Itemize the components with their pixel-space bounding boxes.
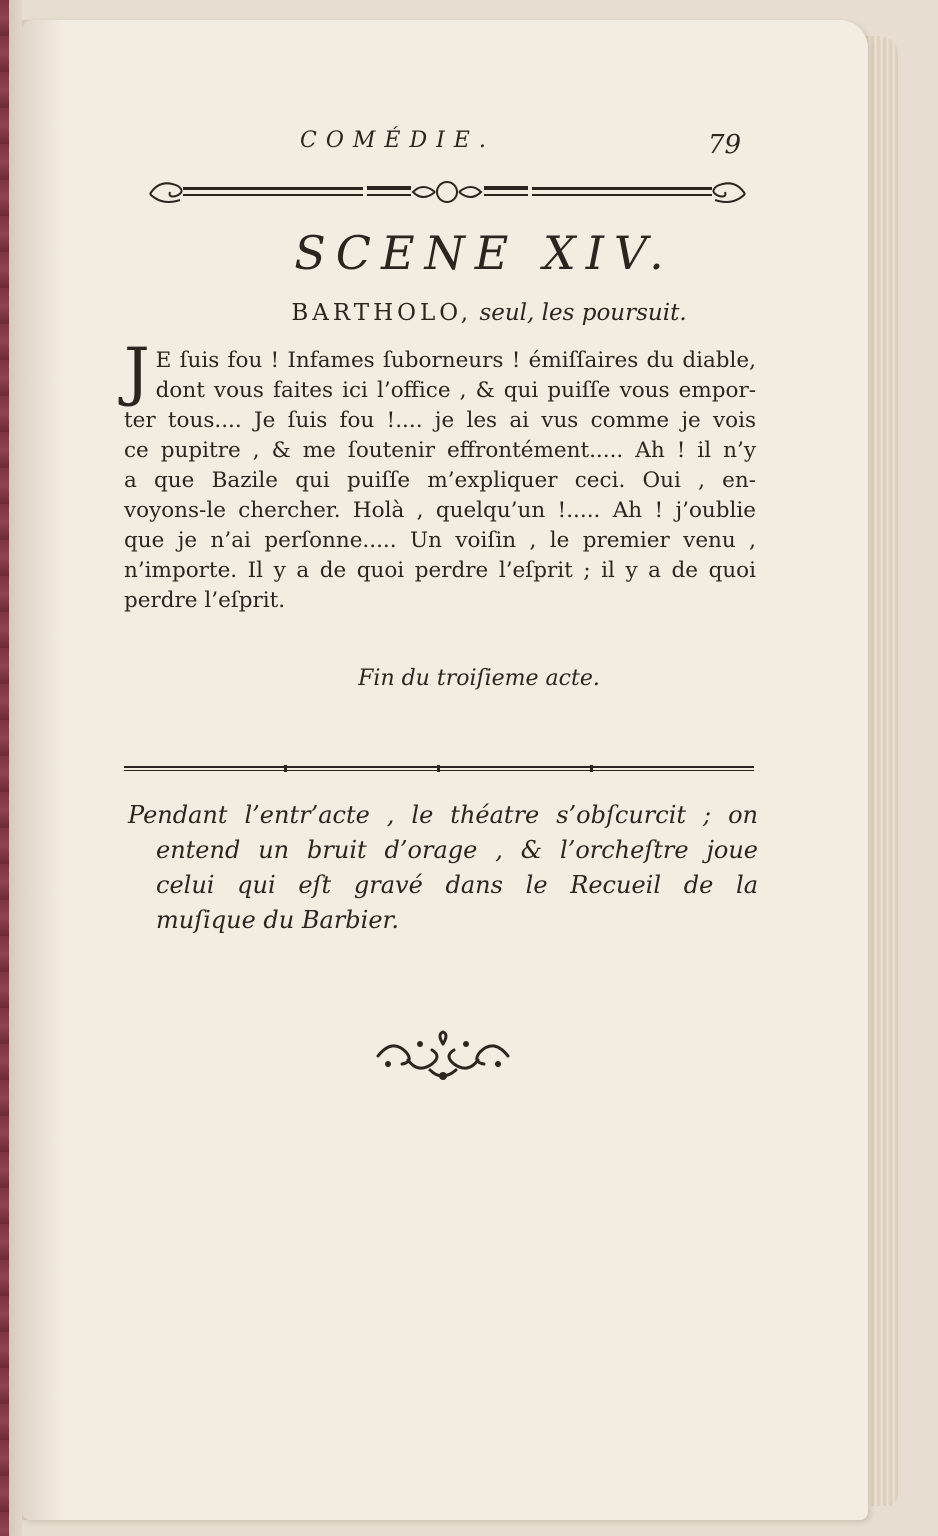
stage-direction-line: Pendant l’entr’acte , le théatre s’obſcurcit ; on [128, 801, 758, 829]
speech-line: voyons-le chercher. Holà , quelqu’un !..... Ah ! j’oublie [124, 498, 756, 523]
page-number: 79 [708, 130, 742, 160]
speech-line: E ſuis fou ! Infames ſuborneurs ! émiſſaires du diable, [155, 348, 756, 373]
section-divider [124, 765, 754, 773]
speech-line: ter tous.... Je ſuis fou !.... je les ai vus comme je vois [124, 408, 756, 433]
stage-direction-line: muſique du Barbier. [156, 906, 399, 934]
tailpiece-ornament-icon [368, 1030, 518, 1086]
speech-line: dont vous faites ici l’office , & qui puiſſe vous empor- [155, 378, 756, 403]
speech-line: n’importe. Il y a de quoi perdre l’eſprit ; il y a de quoi [124, 558, 756, 583]
running-head: COMÉDIE. [300, 128, 495, 153]
speech-line: perdre l’eſprit. [124, 588, 286, 613]
speech-line: que je n’ai perſonne..... Un voiſin , le premier venu , [124, 528, 756, 553]
drop-cap: J [124, 335, 150, 409]
act-end: Fin du troiſieme acte. [358, 666, 600, 691]
speaker-line [0, 300, 938, 326]
header-ornament-icon [145, 172, 750, 212]
stage-direction [128, 798, 758, 938]
speaker-name: BARTHOLO, [291, 300, 473, 326]
speech-paragraph [124, 335, 756, 616]
speech-line: ce pupitre , & me ſoutenir effrontément..... Ah ! il n’y [124, 438, 756, 463]
stage-direction-line: celui qui eſt gravé dans le Recueil de la [156, 871, 758, 899]
scene-title: SCENE XIV. [294, 226, 674, 280]
speech-line: a que Bazile qui puiſſe m’expliquer ceci. Oui , en- [124, 468, 756, 493]
speaker-direction: seul, les poursuit. [479, 300, 687, 326]
stage-direction-line: entend un bruit d’orage , & l’orcheſtre joue [156, 836, 758, 864]
